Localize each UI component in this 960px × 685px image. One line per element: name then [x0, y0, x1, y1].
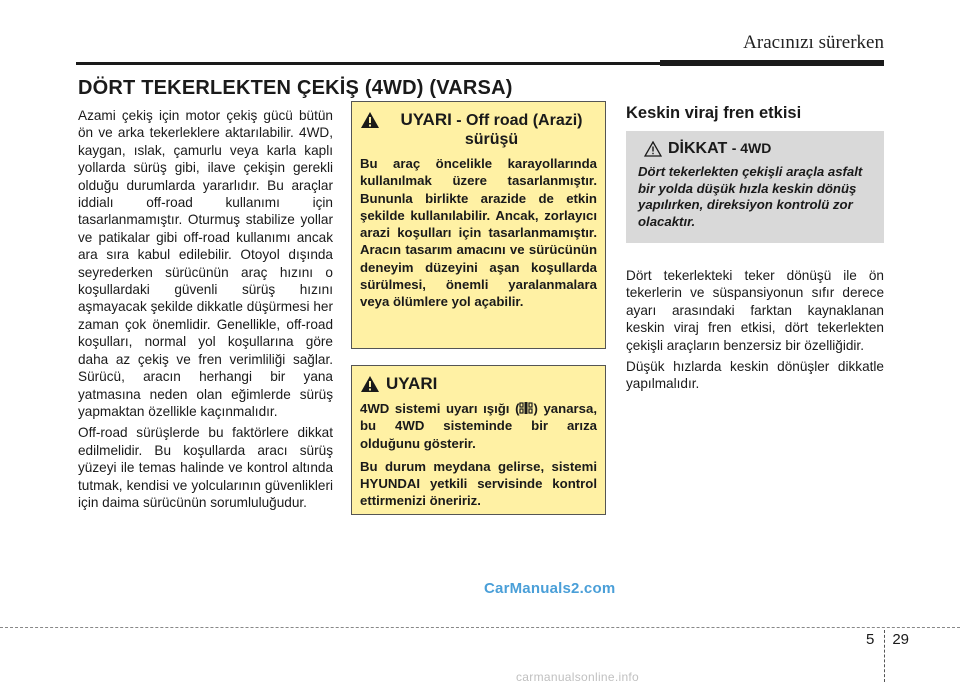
- warning-4wd-header: [360, 374, 597, 394]
- warning-4wd-text-part2: ) yanarsa, bu 4WD sisteminde bir arıza olduğunu gösterir.: [360, 401, 597, 451]
- subsection-title: Keskin viraj fren etkisi: [626, 104, 802, 122]
- left-paragraph-1: Azami çekiş için motor çekiş gücü bütün ön ve arka tekerleklere aktarılabilir. 4WD, kaygan, ıslak, çamurlu veya karla kaplı yollarda sürüş gibi, ilave çekişin gerekli olduğu durumlarda yararlıdır. Bu araçlar iddialı off-road kullanımı için tasarlanmamıştır. Oturmuş stabilize yollar ve patikalar gibi off-road kullanımı ancak ara sıra kabul edilebilir. Otoyol dışında seyrederken sürücünün araç hızını o koşullardaki güvenli sürüş hızını aşmayacak şekilde dikkatle düşürmesi her zaman çok önemlidir. Genellikle, off-road koşulları, normal yol koşullarına göre daha az çekiş ve fren verimliliği sağlar. Sürücü, aracın herhangi bir yana yatmasına neden olan eğimlerde sürüş yapmaktan özellikle kaçınmalıdır.: [78, 108, 333, 419]
- left-column: [78, 107, 333, 515]
- footer-watermark: carmanualsonline.info: [516, 670, 640, 684]
- watermark-link[interactable]: CarManuals2.com: [484, 580, 616, 597]
- caution-suffix: - 4WD: [731, 140, 772, 156]
- header-title: Aracınızı sürerken: [743, 32, 884, 53]
- warning-4wd-label: UYARI: [386, 374, 438, 393]
- right-paragraph-1: Dört tekerlekteki teker dönüşü ile ön tekerlerin ve süspansiyonun sıfır derece ayarı arasındaki farktan kaynaklanan keskin viraj fren etkisi, dört tekerlekten çekişli araçların benzersiz bir özelliğidir.: [626, 268, 884, 353]
- warning-offroad-box: [351, 101, 606, 349]
- page-number: [866, 631, 909, 648]
- warning-4wd-box: [351, 365, 606, 515]
- warning-offroad-label: UYARI: [400, 110, 452, 129]
- caution-text: Dört tekerlekten çekişli araçla asfalt bir yolda düşük hızla keskin dönüş yapılırken, direksiyon kontrolü zor olacaktır.: [638, 164, 863, 229]
- caution-box: [626, 131, 884, 243]
- page-number-value: 29: [892, 631, 910, 648]
- warning-triangle-icon: [360, 111, 380, 129]
- warning-4wd-text-part1: 4WD sistemi uyarı ışığı (: [360, 401, 520, 416]
- section-title: DÖRT TEKERLEKTEN ÇEKİŞ (4WD) (VARSA): [78, 77, 513, 99]
- footer-rule: [0, 627, 960, 628]
- 4wd-warning-light-icon: [519, 401, 533, 415]
- header-rule-accent: [660, 60, 884, 66]
- right-column: [626, 267, 884, 397]
- warning-offroad-text: Bu araç öncelikle karayollarında kullanılmak üzere tasarlanmıştır. Bununla birlikte arazide de etkin şekilde kullanılabilir. Ancak, zorlayıcı arazi koşulları için tasarlanmamıştır. Aracın tasarım amacını ve sürücünün deneyim düzeyini aşan koşullarda sürülmesi, önemli yaralanmalara veya ölümlere yol açabilir.: [360, 156, 597, 310]
- warning-triangle-icon: [360, 375, 380, 393]
- caution-triangle-icon: [644, 141, 662, 157]
- warning-4wd-text: [360, 400, 597, 452]
- left-paragraph-2: Off-road sürüşlerde bu faktörlere dikkat edilmelidir. Bu koşullarda aracı sürüş yüzeyi ile temas halinde ve kontrol altında tutmak, kendisi ve yolcularının güvenlikleri için daima sürücünün sorumluluğudur.: [78, 425, 333, 510]
- caution-label: DİKKAT: [668, 140, 728, 157]
- warning-offroad-header: [360, 110, 597, 149]
- caution-header: [644, 140, 872, 158]
- warning-4wd-text2: Bu durum meydana gelirse, sistemi HYUNDAI yetkili servisinde kontrol ettirmenizi öneririz.: [360, 458, 597, 509]
- warning-offroad-subtitle: - Off road (Arazi) sürüşü: [456, 112, 583, 148]
- right-paragraph-2: Düşük hızlarda keskin dönüşler dikkatle yapılmalıdır.: [626, 359, 884, 392]
- chapter-number: 5: [866, 631, 875, 648]
